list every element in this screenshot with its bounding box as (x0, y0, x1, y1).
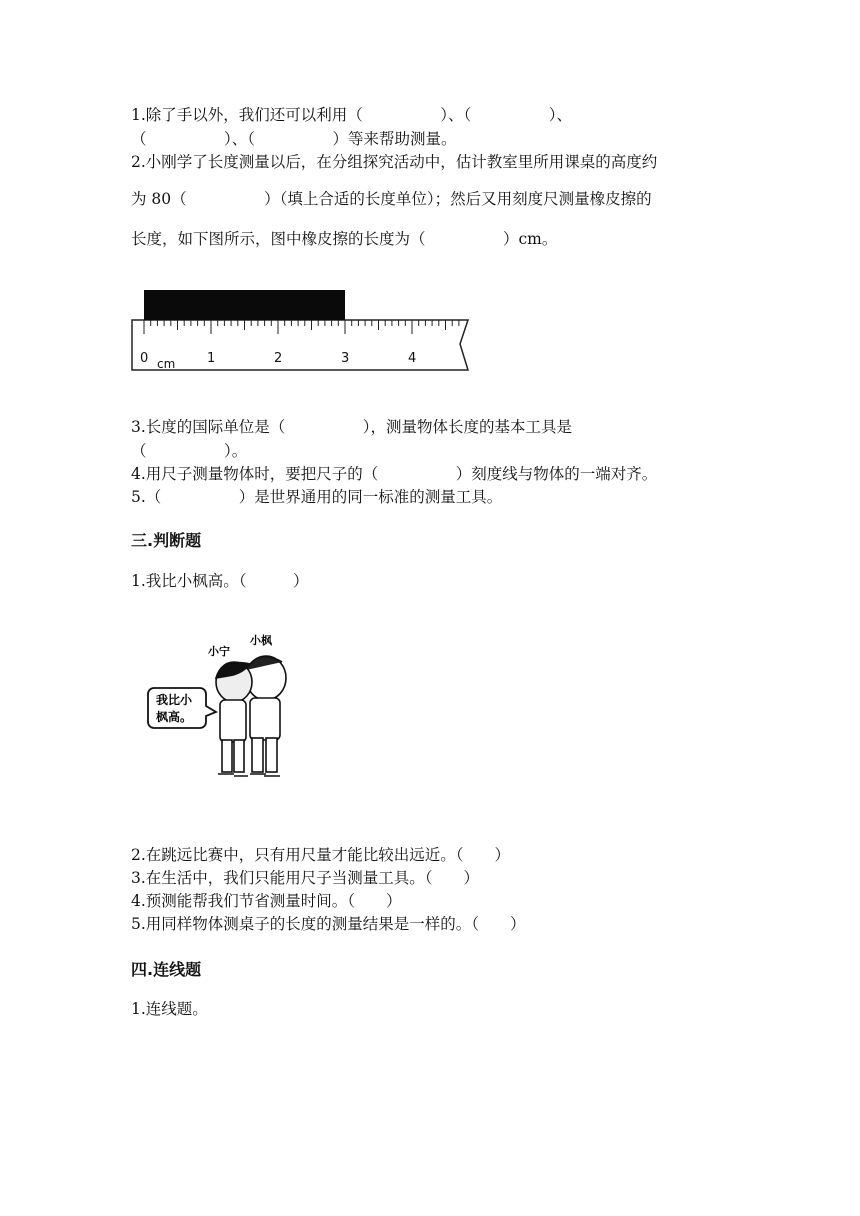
speech-bubble (148, 688, 216, 728)
question-2-2-line-b: 为 80（ ）（填上合适的长度单位）；然后又用刻度尺测量橡皮擦的 (131, 190, 652, 208)
bubble-line-1: 我比小 (156, 693, 193, 707)
ruler-label: 1 (207, 351, 216, 366)
question-4-1: 1.连线题。 (131, 1000, 208, 1018)
question-2-2-line-c: 长度，如下图所示，图中橡皮擦的长度为（ ）cm。 (131, 230, 558, 248)
ruler-label: 3 (341, 351, 350, 366)
question-2-2-line-a: 2.小刚学了长度测量以后，在分组探究活动中，估计教室里所用课桌的高度约 (131, 153, 658, 171)
question-3-1: 1.我比小枫高。（ ） (131, 572, 309, 590)
children-figure (146, 630, 296, 785)
question-2-1-line-b: （ ）、（ ）等来帮助测量。 (131, 130, 457, 148)
question-3-5: 5.用同样物体测桌子的长度的测量结果是一样的。（ ） (131, 915, 526, 933)
ruler-body (132, 320, 468, 370)
name-xiaoning: 小宁 (208, 645, 230, 658)
question-2-3-line-a: 3.长度的国际单位是（ ），测量物体长度的基本工具是 (131, 418, 573, 436)
bubble-line-2: 枫高。 (156, 710, 193, 724)
ruler-label: 0 (140, 351, 149, 366)
section-4-heading: 四.连线题 (131, 960, 202, 979)
eraser (144, 290, 345, 320)
child-xiaofeng (246, 656, 286, 776)
question-3-3: 3.在生活中，我们只能用尺子当测量工具。（ ） (131, 869, 480, 887)
name-xiaofeng: 小枫 (250, 634, 272, 647)
question-2-4: 4.用尺子测量物体时，要把尺子的（ ）刻度线与物体的一端对齐。 (131, 465, 658, 483)
question-2-5: 5.（ ）是世界通用的同一标准的测量工具。 (131, 488, 503, 506)
ruler-figure (130, 286, 476, 376)
question-2-3-line-b: （ ）。 (131, 442, 248, 460)
section-3-heading: 三.判断题 (131, 531, 202, 550)
ruler-label: 4 (408, 351, 417, 366)
question-3-4: 4.预测能帮我们节省测量时间。（ ） (131, 892, 402, 910)
ruler-label: 2 (274, 351, 283, 366)
child-xiaoning (216, 662, 252, 776)
question-2-1-line-a: 1.除了手以外，我们还可以利用（ ）、（ ）、 (131, 106, 573, 124)
question-3-2: 2.在跳远比赛中，只有用尺量才能比较出远近。（ ） (131, 846, 511, 864)
ruler-unit: cm (157, 357, 176, 371)
